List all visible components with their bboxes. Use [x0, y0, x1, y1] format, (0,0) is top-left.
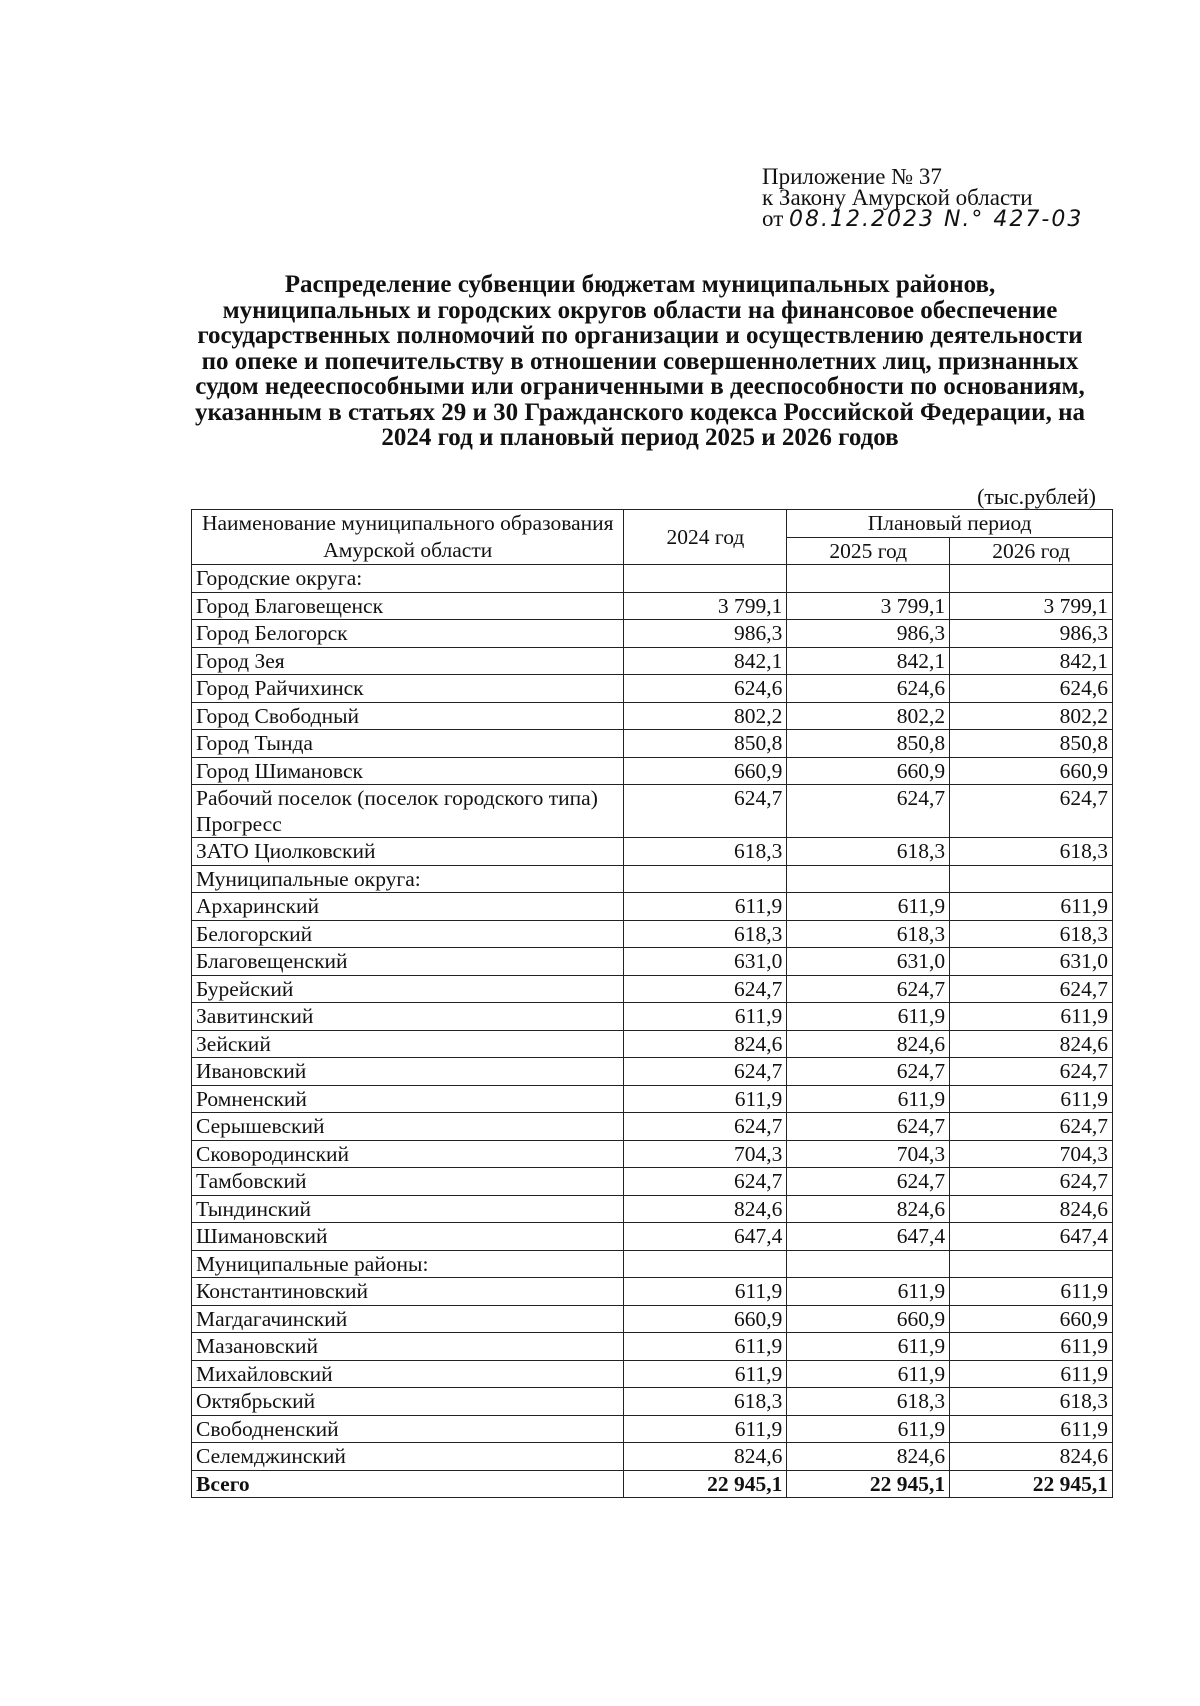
value-2025: 647,4: [787, 1223, 950, 1251]
table-row: [192, 1443, 1113, 1471]
table-row: [192, 1278, 1113, 1306]
units-label: (тыс.рублей): [977, 484, 1096, 509]
value-2025: 618,3: [787, 838, 950, 866]
row-name: Город Зея: [192, 647, 624, 675]
value-2025: 624,7: [787, 975, 950, 1003]
table-row: [192, 1168, 1113, 1196]
value-2024: 624,7: [624, 785, 787, 838]
value-2024: 611,9: [624, 1360, 787, 1388]
value-2025: 824,6: [787, 1030, 950, 1058]
value-2024: 624,7: [624, 975, 787, 1003]
value-2025: 611,9: [787, 1333, 950, 1361]
table-row: [192, 1360, 1113, 1388]
value-2025: 824,6: [787, 1443, 950, 1471]
row-name: Ивановский: [192, 1058, 624, 1086]
value-2024: 824,6: [624, 1195, 787, 1223]
row-name: Октябрьский: [192, 1388, 624, 1416]
group-row-municipal-raion: [192, 1250, 1113, 1278]
value-2024: 824,6: [624, 1443, 787, 1471]
value-2024: 624,7: [624, 1113, 787, 1141]
value-2024: 631,0: [624, 948, 787, 976]
value-2026: 624,7: [950, 1058, 1113, 1086]
row-name: Архаринский: [192, 893, 624, 921]
column-header-name: Наименование муниципального образования Амурской области: [192, 510, 624, 565]
value-2024: 611,9: [624, 1085, 787, 1113]
value-2024: 611,9: [624, 1003, 787, 1031]
row-name: Мазановский: [192, 1333, 624, 1361]
row-name: Белогорский: [192, 920, 624, 948]
table-row: [192, 1030, 1113, 1058]
table-row: [192, 1140, 1113, 1168]
row-name: Бурейский: [192, 975, 624, 1003]
value-2025: 611,9: [787, 1003, 950, 1031]
value-2024: 624,6: [624, 675, 787, 703]
document-title: Распределение субвенции бюджетам муниципальных районов, муниципальных и городских округов области на финансовое обеспечение государственных полномочий по организации и осуществлению деятельности по опеке и попечительству в отношении совершеннолетних лиц, признанных судом недееспособными или ограниченными в дееспособности по основаниям, указанным в статьях 29 и 30 Гражданского кодекса Российской Федерации, на 2024 год и плановый период 2025 и 2026 годов: [195, 271, 1085, 451]
value-2026: 647,4: [950, 1223, 1113, 1251]
value-2025: 618,3: [787, 1388, 950, 1416]
value-2026: 704,3: [950, 1140, 1113, 1168]
value-2026: 611,9: [950, 1003, 1113, 1031]
row-name: Рабочий поселок (поселок городского типа) Прогресс: [192, 785, 624, 838]
value-2026: 624,7: [950, 975, 1113, 1003]
value-2026: 631,0: [950, 948, 1113, 976]
table-row: [192, 647, 1113, 675]
value-2025: 624,7: [787, 1168, 950, 1196]
table-row: [192, 730, 1113, 758]
group-row-city: [192, 565, 1113, 593]
group-label: Городские округа:: [192, 565, 624, 593]
table-row: [192, 1085, 1113, 1113]
table-row: [192, 893, 1113, 921]
row-name: Тамбовский: [192, 1168, 624, 1196]
group-label: Муниципальные округа:: [192, 865, 624, 893]
handwritten-date-number: 08.12.2023 N.° 427-03: [789, 207, 1084, 232]
value-2026: 611,9: [950, 1360, 1113, 1388]
value-2025: 611,9: [787, 1085, 950, 1113]
row-name: Город Белогорск: [192, 620, 624, 648]
row-name: Город Благовещенск: [192, 592, 624, 620]
value-2025: 850,8: [787, 730, 950, 758]
value-2025: 660,9: [787, 1305, 950, 1333]
value-2026: 660,9: [950, 757, 1113, 785]
row-name: Серышевский: [192, 1113, 624, 1141]
value-2024: 986,3: [624, 620, 787, 648]
value-2025: 842,1: [787, 647, 950, 675]
value-2024: 611,9: [624, 1333, 787, 1361]
value-2024: 660,9: [624, 757, 787, 785]
value-2026: 611,9: [950, 1085, 1113, 1113]
total-2026: 22 945,1: [950, 1470, 1113, 1498]
value-2025: 986,3: [787, 620, 950, 648]
row-name: Зейский: [192, 1030, 624, 1058]
table-row: [192, 1388, 1113, 1416]
date-prefix: от: [762, 206, 784, 231]
value-2026: 611,9: [950, 1278, 1113, 1306]
table-row: [192, 1195, 1113, 1223]
value-2026: 611,9: [950, 1333, 1113, 1361]
value-2024: 611,9: [624, 1415, 787, 1443]
value-2026: 624,7: [950, 1168, 1113, 1196]
value-2026: 802,2: [950, 702, 1113, 730]
value-2025: 611,9: [787, 1360, 950, 1388]
value-2024: 618,3: [624, 838, 787, 866]
row-name: Шимановский: [192, 1223, 624, 1251]
value-2024: 611,9: [624, 1278, 787, 1306]
table-row: [192, 838, 1113, 866]
value-2025: 611,9: [787, 893, 950, 921]
value-2026: 824,6: [950, 1443, 1113, 1471]
value-2026: 618,3: [950, 1388, 1113, 1416]
value-2026: 618,3: [950, 920, 1113, 948]
value-2024: 618,3: [624, 920, 787, 948]
value-2026: 986,3: [950, 620, 1113, 648]
total-row: [192, 1470, 1113, 1498]
value-2025: 660,9: [787, 757, 950, 785]
table-row: [192, 1305, 1113, 1333]
value-2025: 624,6: [787, 675, 950, 703]
value-2026: 824,6: [950, 1195, 1113, 1223]
table-row: [192, 1333, 1113, 1361]
value-2025: 624,7: [787, 785, 950, 838]
value-2026: 618,3: [950, 838, 1113, 866]
value-2025: 3 799,1: [787, 592, 950, 620]
table-row: [192, 948, 1113, 976]
table-row: [192, 785, 1113, 838]
value-2024: 624,7: [624, 1168, 787, 1196]
value-2025: 704,3: [787, 1140, 950, 1168]
column-header-2025: 2025 год: [787, 537, 950, 565]
value-2024: 660,9: [624, 1305, 787, 1333]
row-name: Завитинский: [192, 1003, 624, 1031]
value-2026: 824,6: [950, 1030, 1113, 1058]
row-name: Благовещенский: [192, 948, 624, 976]
column-header-2026: 2026 год: [950, 537, 1113, 565]
value-2026: 842,1: [950, 647, 1113, 675]
row-name: Тындинский: [192, 1195, 624, 1223]
row-name: Магдагачинский: [192, 1305, 624, 1333]
table-row: [192, 1003, 1113, 1031]
row-name: ЗАТО Циолковский: [192, 838, 624, 866]
value-2026: 624,7: [950, 1113, 1113, 1141]
value-2024: 624,7: [624, 1058, 787, 1086]
value-2025: 611,9: [787, 1415, 950, 1443]
table-row: [192, 675, 1113, 703]
value-2026: 624,7: [950, 785, 1113, 838]
value-2026: 3 799,1: [950, 592, 1113, 620]
value-2025: 624,7: [787, 1058, 950, 1086]
row-name: Михайловский: [192, 1360, 624, 1388]
table-row: [192, 702, 1113, 730]
value-2024: 850,8: [624, 730, 787, 758]
table-row: [192, 920, 1113, 948]
value-2025: 802,2: [787, 702, 950, 730]
row-name: Город Тында: [192, 730, 624, 758]
subvention-table: [191, 509, 1113, 1498]
column-header-2024: 2024 год: [624, 510, 787, 565]
table-row: [192, 757, 1113, 785]
table-row: [192, 620, 1113, 648]
value-2024: 3 799,1: [624, 592, 787, 620]
table-row: [192, 1415, 1113, 1443]
appendix-header: [762, 166, 1092, 230]
value-2026: 611,9: [950, 1415, 1113, 1443]
table-row: [192, 1058, 1113, 1086]
law-reference: к Закону Амурской области: [762, 185, 1033, 210]
value-2025: 611,9: [787, 1278, 950, 1306]
value-2024: 611,9: [624, 893, 787, 921]
row-name: Город Свободный: [192, 702, 624, 730]
total-2024: 22 945,1: [624, 1470, 787, 1498]
value-2024: 824,6: [624, 1030, 787, 1058]
total-label: Всего: [192, 1470, 624, 1498]
value-2025: 824,6: [787, 1195, 950, 1223]
table-row: [192, 1113, 1113, 1141]
row-name: Сковородинский: [192, 1140, 624, 1168]
row-name: Константиновский: [192, 1278, 624, 1306]
value-2025: 618,3: [787, 920, 950, 948]
table-row: [192, 592, 1113, 620]
group-label: Муниципальные районы:: [192, 1250, 624, 1278]
value-2025: 624,7: [787, 1113, 950, 1141]
law-date-line: [762, 208, 1092, 230]
row-name: Селемджинский: [192, 1443, 624, 1471]
group-row-municipal-okrug: [192, 865, 1113, 893]
row-name: Свободненский: [192, 1415, 624, 1443]
value-2024: 802,2: [624, 702, 787, 730]
row-name: Город Шимановск: [192, 757, 624, 785]
value-2026: 611,9: [950, 893, 1113, 921]
table-row: [192, 1223, 1113, 1251]
row-name: Ромненский: [192, 1085, 624, 1113]
value-2026: 660,9: [950, 1305, 1113, 1333]
column-header-planned-period: Плановый период: [787, 510, 1113, 538]
value-2024: 842,1: [624, 647, 787, 675]
value-2026: 624,6: [950, 675, 1113, 703]
appendix-number: Приложение № 37: [762, 164, 942, 189]
value-2025: 631,0: [787, 948, 950, 976]
value-2024: 647,4: [624, 1223, 787, 1251]
table-row: [192, 975, 1113, 1003]
value-2024: 618,3: [624, 1388, 787, 1416]
value-2024: 704,3: [624, 1140, 787, 1168]
value-2026: 850,8: [950, 730, 1113, 758]
row-name: Город Райчихинск: [192, 675, 624, 703]
total-2025: 22 945,1: [787, 1470, 950, 1498]
